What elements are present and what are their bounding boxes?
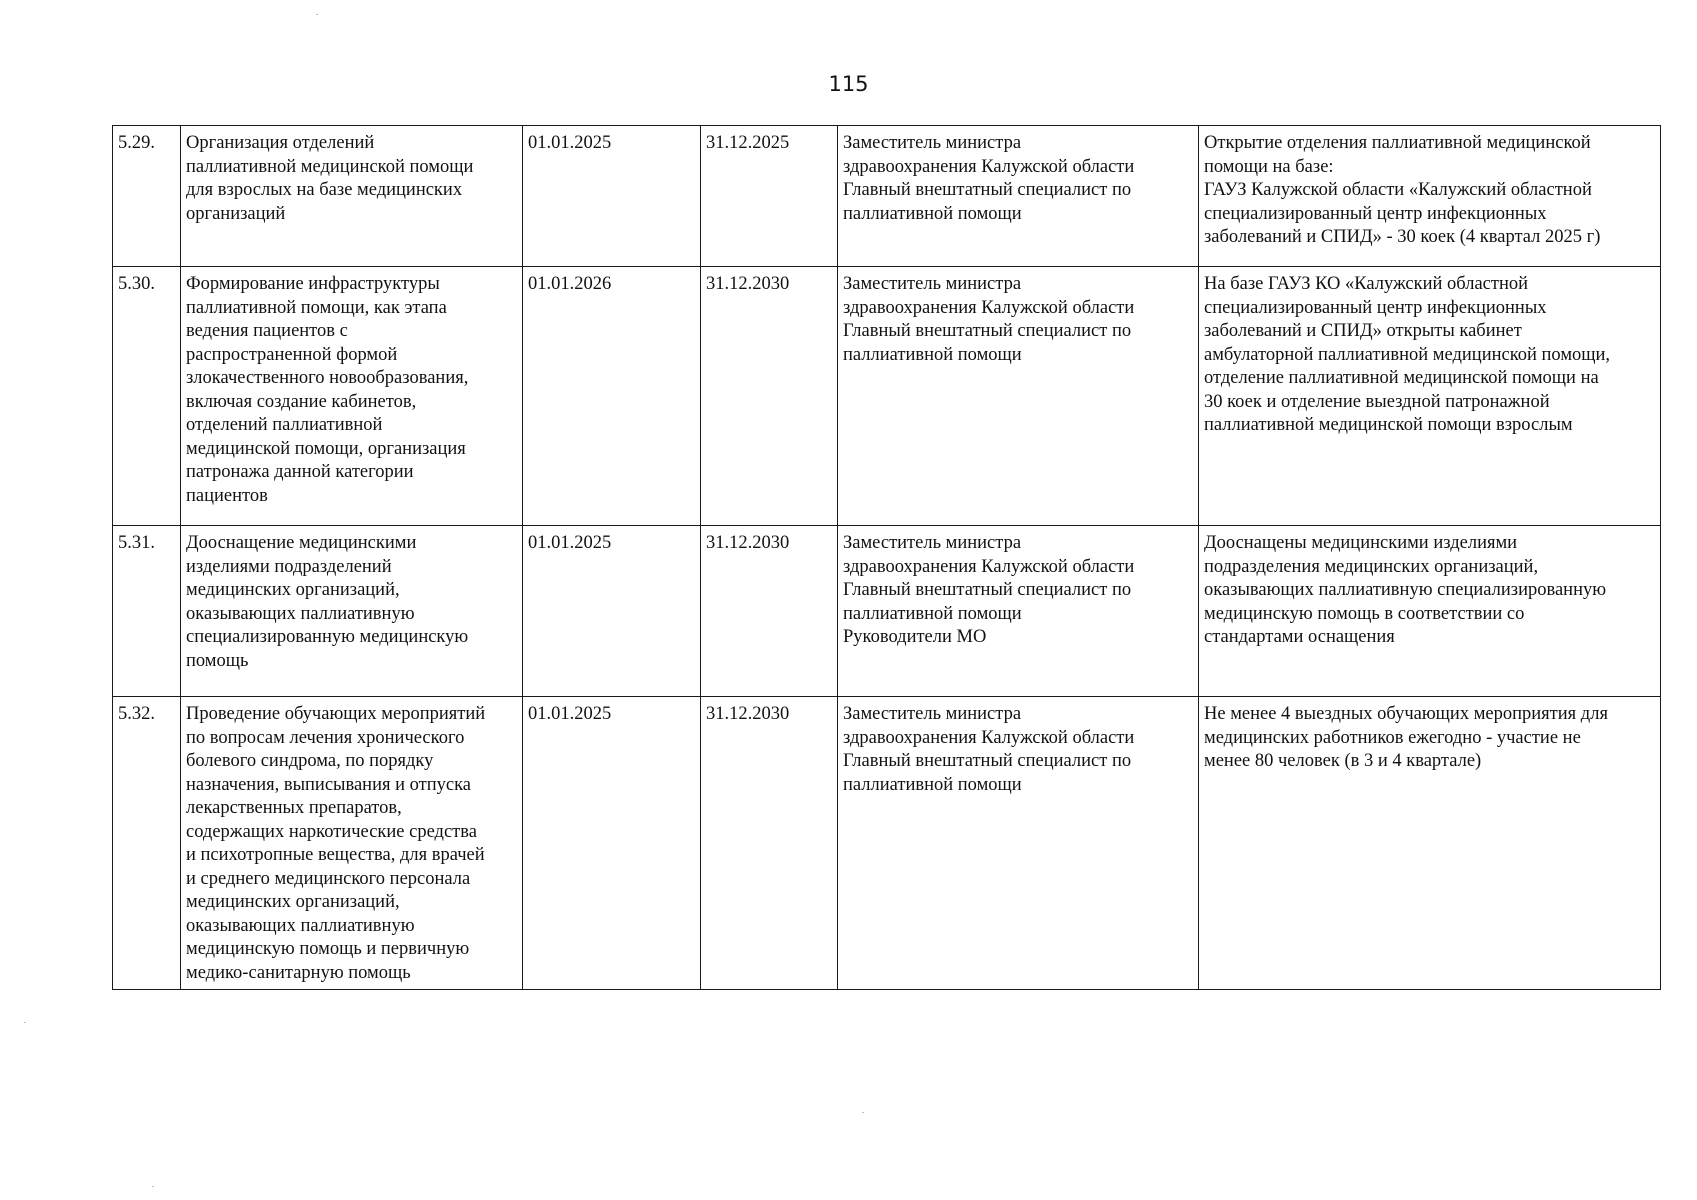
- activity-cell: Формирование инфраструктуры паллиативной помощи, как этапа ведения пациентов с распространенной формой злокачественного новообразования, включая создание кабинетов, отделений паллиативной медицинской помощи, организация патронажа данной категории пациентов: [181, 267, 523, 526]
- scan-speck: [152, 1186, 154, 1187]
- table-row: [113, 526, 1661, 697]
- row-number: 5.31.: [113, 526, 181, 697]
- activity-table: [112, 125, 1661, 990]
- result-cell: Дооснащены медицинскими изделиями подразделения медицинских организаций, оказывающих паллиативную специализированную медицинскую помощь в соответствии со стандартами оснащения: [1199, 526, 1661, 697]
- end-date-cell: 31.12.2030: [701, 526, 838, 697]
- responsible-cell: Заместитель министра здравоохранения Калужской области Главный внештатный специалист по паллиативной помощи: [838, 267, 1199, 526]
- page-number: 115: [828, 72, 869, 96]
- responsible-cell: Заместитель министра здравоохранения Калужской области Главный внештатный специалист по паллиативной помощи: [838, 126, 1199, 267]
- activity-cell: Дооснащение медицинскими изделиями подразделений медицинских организаций, оказывающих паллиативную специализированную медицинскую помощь: [181, 526, 523, 697]
- result-cell: Не менее 4 выездных обучающих мероприятия для медицинских работников ежегодно - участие не менее 80 человек (в 3 и 4 квартале): [1199, 697, 1661, 990]
- responsible-cell: Заместитель министра здравоохранения Калужской области Главный внештатный специалист по паллиативной помощи Руководители МО: [838, 526, 1199, 697]
- start-date-cell: 01.01.2025: [523, 526, 701, 697]
- scan-speck: [862, 1112, 864, 1113]
- table-row: [113, 697, 1661, 990]
- row-number: 5.29.: [113, 126, 181, 267]
- start-date-cell: 01.01.2026: [523, 267, 701, 526]
- row-number: 5.30.: [113, 267, 181, 526]
- result-cell: Открытие отделения паллиативной медицинской помощи на базе: ГАУЗ Калужской области «Калужский областной специализированный центр инфекционных заболеваний и СПИД» - 30 коек (4 квартал 2025 г): [1199, 126, 1661, 267]
- end-date-cell: 31.12.2025: [701, 126, 838, 267]
- end-date-cell: 31.12.2030: [701, 697, 838, 990]
- result-cell: На базе ГАУЗ КО «Калужский областной специализированный центр инфекционных заболеваний и СПИД» открыты кабинет амбулаторной паллиативной медицинской помощи, отделение паллиативной медицинской помощи на 30 коек и отделение выездной патронажной паллиативной медицинской помощи взрослым: [1199, 267, 1661, 526]
- start-date-cell: 01.01.2025: [523, 126, 701, 267]
- activity-cell: Организация отделений паллиативной медицинской помощи для взрослых на базе медицинских организаций: [181, 126, 523, 267]
- responsible-cell: Заместитель министра здравоохранения Калужской области Главный внештатный специалист по паллиативной помощи: [838, 697, 1199, 990]
- table-row: [113, 126, 1661, 267]
- start-date-cell: 01.01.2025: [523, 697, 701, 990]
- table-row: [113, 267, 1661, 526]
- scan-speck: [316, 14, 318, 15]
- row-number: 5.32.: [113, 697, 181, 990]
- activity-cell: Проведение обучающих мероприятий по вопросам лечения хронического болевого синдрома, по порядку назначения, выписывания и отпуска лекарственных препаратов, содержащих наркотические средства и психотропные вещества, для врачей и среднего медицинского персонала медицинских организаций, оказывающих паллиативную медицинскую помощь и первичную медико-санитарную помощь: [181, 697, 523, 990]
- scan-speck: [24, 1022, 26, 1023]
- end-date-cell: 31.12.2030: [701, 267, 838, 526]
